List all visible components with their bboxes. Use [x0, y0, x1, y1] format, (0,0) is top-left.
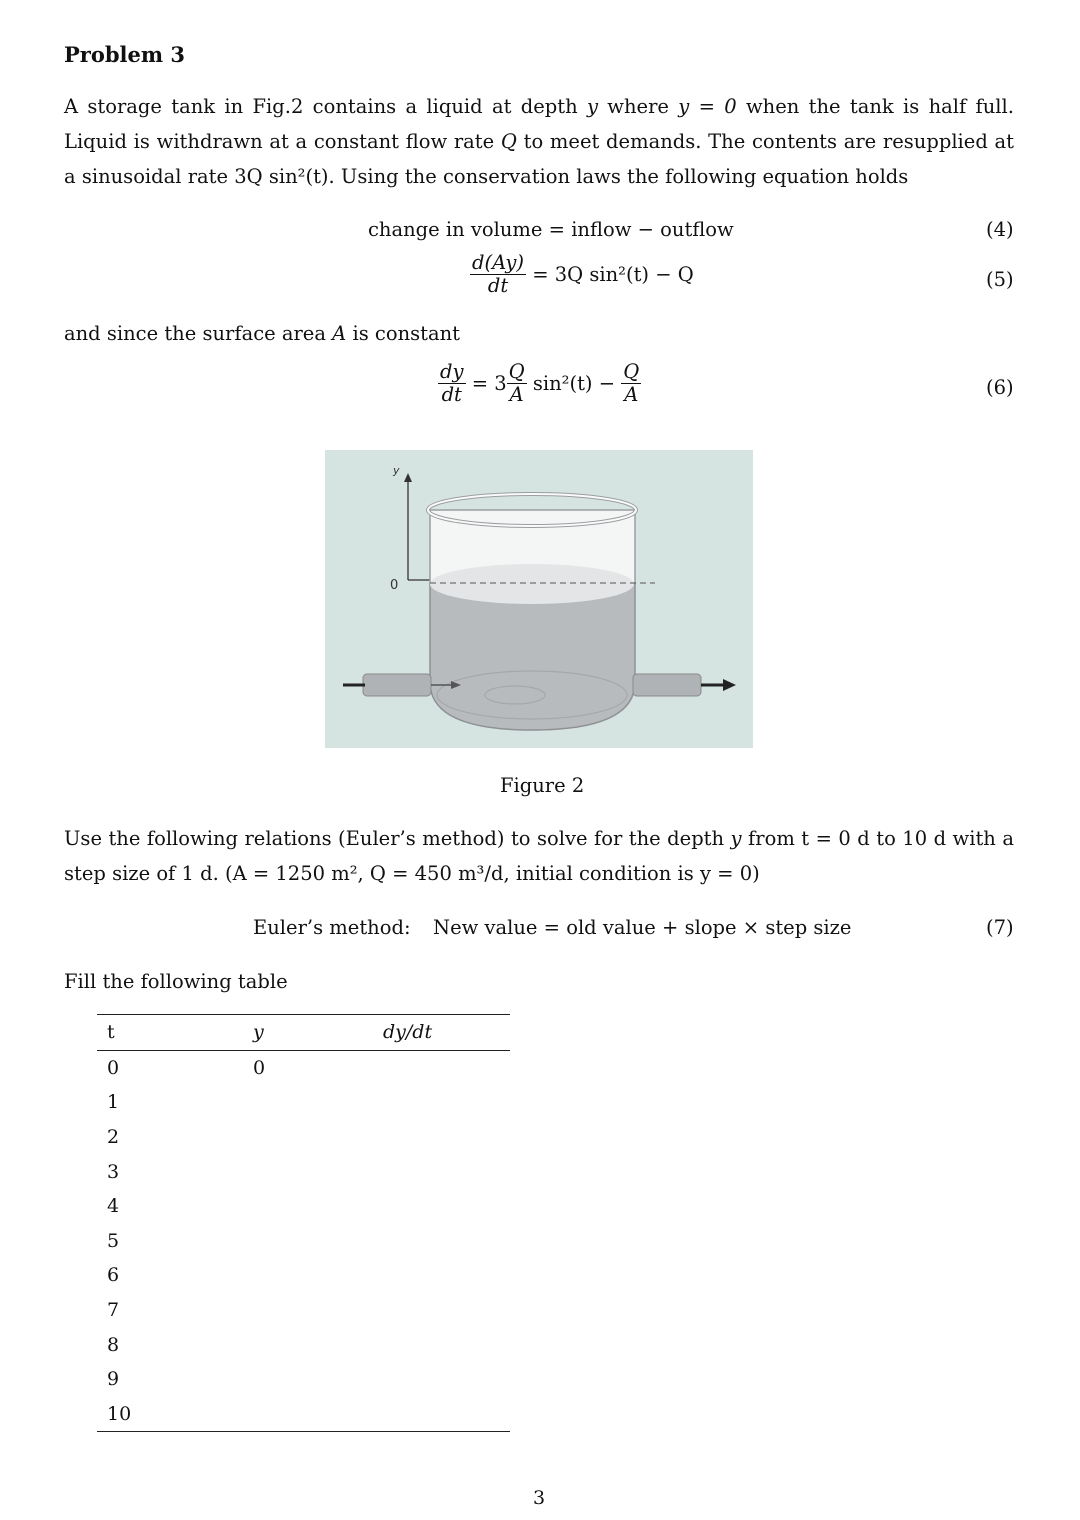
outlet-pipe	[633, 674, 701, 696]
data-table-wrapper	[97, 1014, 510, 1432]
zero-label: 0	[390, 578, 399, 593]
cell-t: 1	[107, 1091, 120, 1114]
intro-paragraph: A storage tank in Fig.2 contains a liquid at depth y where y = 0 when the tank is half full. Liquid is withdrawn at a constant flow rate Q to meet demands. The contents are resupplied at a sinusoidal rate 3Q sin²(t). Using the conservation laws the following equation holds	[64, 95, 1014, 188]
cell-y	[253, 1154, 383, 1189]
cell-y	[253, 1258, 383, 1293]
cell-dydt	[383, 1397, 510, 1432]
table-row	[97, 1362, 510, 1397]
cell-y	[253, 1362, 383, 1397]
table-row	[97, 1154, 510, 1189]
cell-t: 9	[107, 1368, 120, 1391]
cell-dydt	[383, 1327, 510, 1362]
table-row	[97, 1085, 510, 1120]
page-number: 3	[533, 1487, 546, 1509]
cell-t: 0	[107, 1056, 120, 1079]
equation-5-number: (5)	[986, 268, 1014, 291]
cell-dydt	[383, 1258, 510, 1293]
header-dydt: dy/dt	[383, 1021, 433, 1044]
table-header-row	[97, 1015, 510, 1050]
data-table	[97, 1015, 510, 1431]
cell-dydt	[383, 1154, 510, 1189]
cell-y	[253, 1085, 383, 1120]
cell-dydt	[383, 1293, 510, 1328]
equation-7-number: (7)	[986, 916, 1014, 939]
cell-dydt	[383, 1362, 510, 1397]
cell-t: 5	[107, 1229, 120, 1252]
cell-t: 3	[107, 1160, 120, 1183]
table-row	[97, 1120, 510, 1155]
y-axis-label: y	[393, 464, 400, 477]
equation-5: $\frac{d(Ay)}{dt}$ = 3Q sin²(t) − Q	[472, 251, 694, 297]
cell-y	[253, 1293, 383, 1328]
tank-liquid	[430, 584, 635, 730]
cell-dydt	[383, 1085, 510, 1120]
cell-t: 10	[107, 1402, 132, 1425]
cell-dydt	[383, 1189, 510, 1224]
inlet-pipe	[363, 674, 431, 696]
figure-caption: Figure 2	[500, 774, 585, 797]
cell-y	[253, 1327, 383, 1362]
tank-figure	[325, 450, 753, 748]
cell-t: 6	[107, 1264, 120, 1287]
table-row	[97, 1397, 510, 1432]
cell-t: 7	[107, 1299, 120, 1322]
cell-y	[253, 1189, 383, 1224]
cell-dydt	[383, 1050, 510, 1085]
header-y: y	[253, 1021, 264, 1044]
euler-intro-paragraph: Use the following relations (Euler’s method) to solve for the depth y from t = 0 d to 10 d with a step size of 1 d. (A = 1250 m², Q = 450 m³/d, initial condition is y = 0)	[64, 827, 1014, 885]
table-row	[97, 1293, 510, 1328]
euler-label: Euler’s method:	[253, 916, 411, 939]
table-row	[97, 1224, 510, 1259]
cell-dydt	[383, 1224, 510, 1259]
problem-heading: Problem 3	[64, 42, 186, 67]
cell-t: 8	[107, 1333, 120, 1356]
cell-y	[253, 1120, 383, 1155]
fill-instruction: Fill the following table	[64, 970, 288, 993]
cell-y	[253, 1224, 383, 1259]
equation-7: New value = old value + slope × step size	[433, 916, 852, 939]
table-row	[97, 1258, 510, 1293]
header-t: t	[107, 1021, 115, 1044]
cell-y	[253, 1397, 383, 1432]
equation-6-number: (6)	[986, 376, 1014, 399]
cell-y: 0	[253, 1056, 266, 1079]
equation-6: $\frac{dy}{dt}$ = 3 $\frac{Q}{A}$ sin²(t) − $\frac{Q}{A}$	[440, 360, 640, 406]
cell-dydt	[383, 1120, 510, 1155]
surface-area-text: and since the surface area A is constant	[64, 322, 460, 345]
cell-t: 4	[107, 1195, 120, 1218]
equation-4-number: (4)	[986, 218, 1014, 241]
table-row	[97, 1050, 510, 1085]
cell-t: 2	[107, 1126, 120, 1149]
equation-4: change in volume = inflow − outflow	[368, 218, 734, 241]
liquid-surface	[430, 564, 634, 604]
table-row	[97, 1189, 510, 1224]
table-row	[97, 1327, 510, 1362]
